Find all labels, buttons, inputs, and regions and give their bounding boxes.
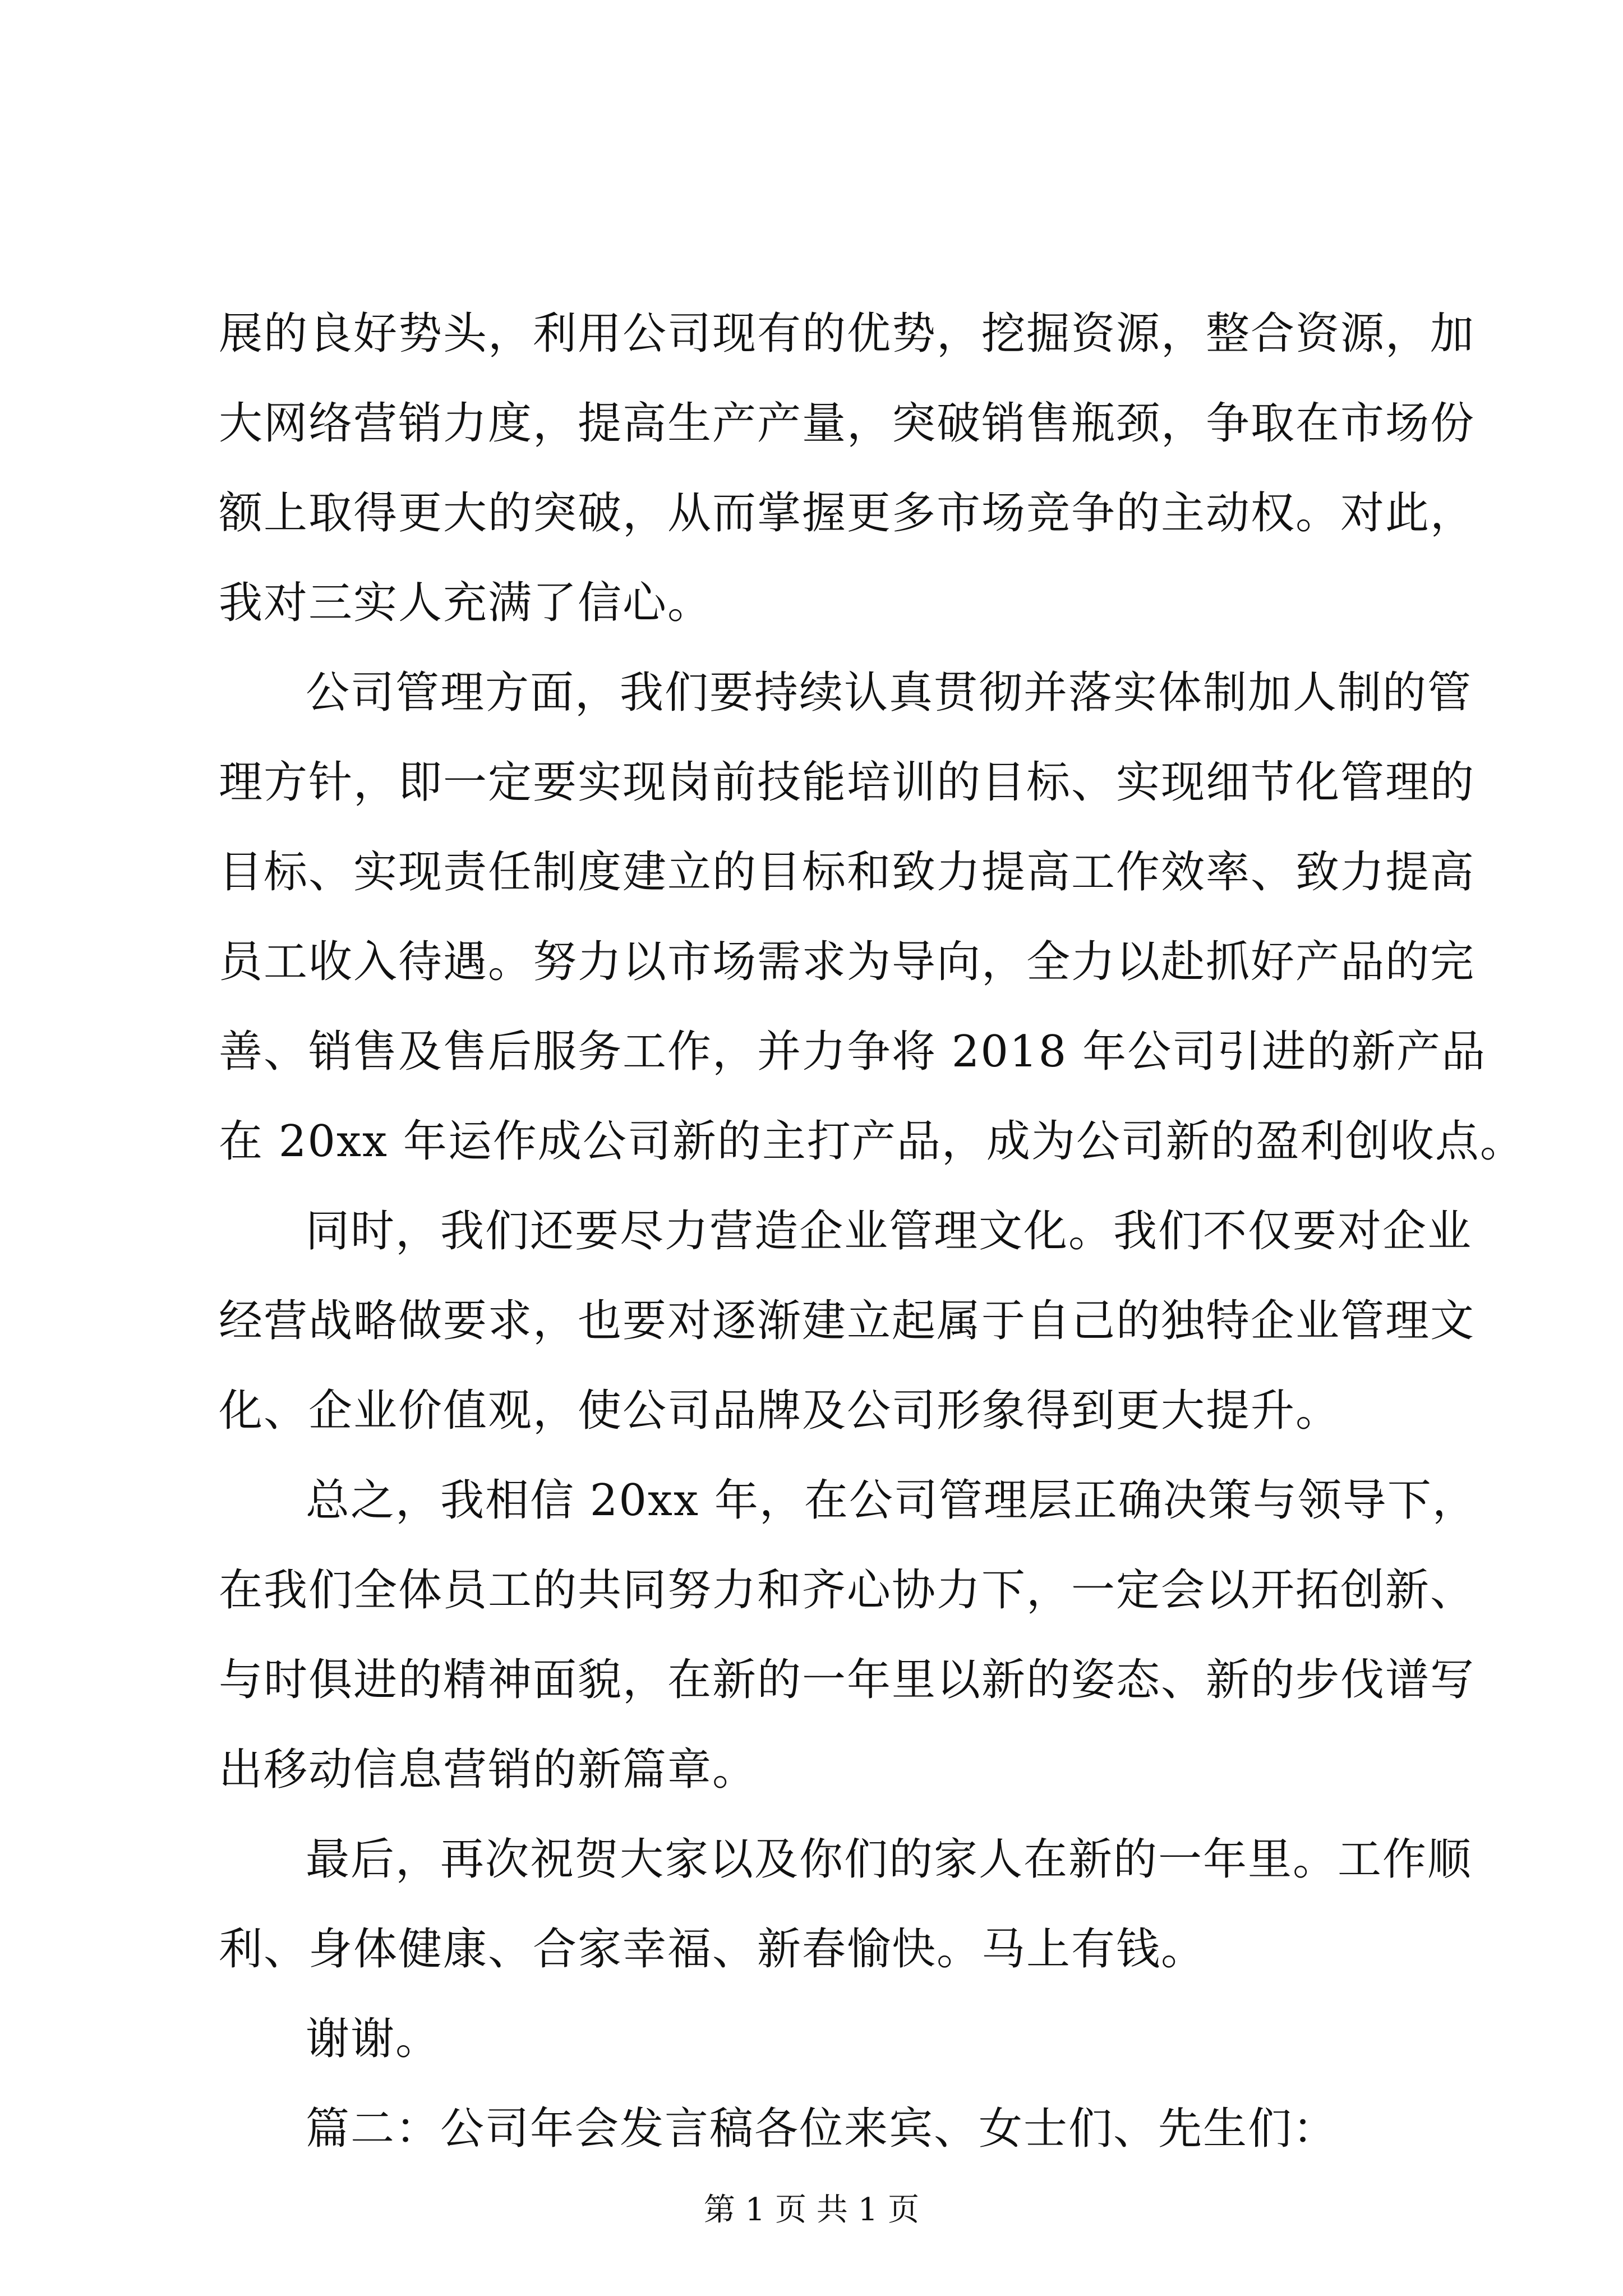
text-line: 利、身体健康、合家幸福、新春愉快。马上有钱。 — [219, 1924, 1206, 1975]
text-line: 额上取得更大的突破，从而掌握更多市场竞争的主动权。对此， — [219, 488, 1476, 539]
text-line: 理方针，即一定要实现岗前技能培训的目标、实现细节化管理的 — [219, 757, 1476, 808]
text-line: 员工收入待遇。努力以市场需求为导向，全力以赴抓好产品的完 — [219, 937, 1476, 987]
text-line: 在我们全体员工的共同努力和齐心协力下，一定会以开拓创新、 — [219, 1565, 1476, 1616]
text-line: 经营战略做要求，也要对逐渐建立起属于自己的独特企业管理文 — [219, 1296, 1476, 1346]
page-footer: 第 1 页 共 1 页 — [703, 2192, 920, 2228]
text-line: 善、销售及售后服务工作，并力争将 2018 年公司引进的新产品 — [219, 1027, 1487, 1077]
text-line: 目标、实现责任制度建立的目标和致力提高工作效率、致力提高 — [219, 847, 1476, 898]
paragraph-first-line: 公司管理方面，我们要持续认真贯彻并落实体制加人制的管 — [306, 668, 1473, 718]
paragraph-first-line: 篇二：公司年会发言稿各位来宾、女士们、先生们： — [306, 2104, 1338, 2154]
text-line: 化、企业价值观，使公司品牌及公司形象得到更大提升。 — [219, 1386, 1341, 1436]
text-line: 展的良好势头，利用公司现有的优势，挖掘资源，整合资源，加 — [219, 309, 1476, 359]
text-line: 与时俱进的精神面貌，在新的一年里以新的姿态、新的步伐谱写 — [219, 1655, 1476, 1705]
text-line: 出移动信息营销的新篇章。 — [219, 1745, 758, 1795]
paragraph-first-line: 同时，我们还要尽力营造企业管理文化。我们不仅要对企业 — [306, 1206, 1473, 1257]
text-line: 大网络营销力度，提高生产产量，突破销售瓶颈，争取在市场份 — [219, 398, 1476, 449]
paragraph-first-line: 总之，我相信 20xx 年，在公司管理层正确决策与领导下， — [306, 1475, 1477, 1526]
paragraph-first-line: 最后，再次祝贺大家以及你们的家人在新的一年里。工作顺 — [306, 1834, 1473, 1885]
text-line: 我对三实人充满了信心。 — [219, 578, 713, 628]
text-line: 在 20xx 年运作成公司新的主打产品，成为公司新的盈利创收点。 — [219, 1116, 1525, 1167]
paragraph-first-line: 谢谢。 — [306, 2014, 441, 2064]
